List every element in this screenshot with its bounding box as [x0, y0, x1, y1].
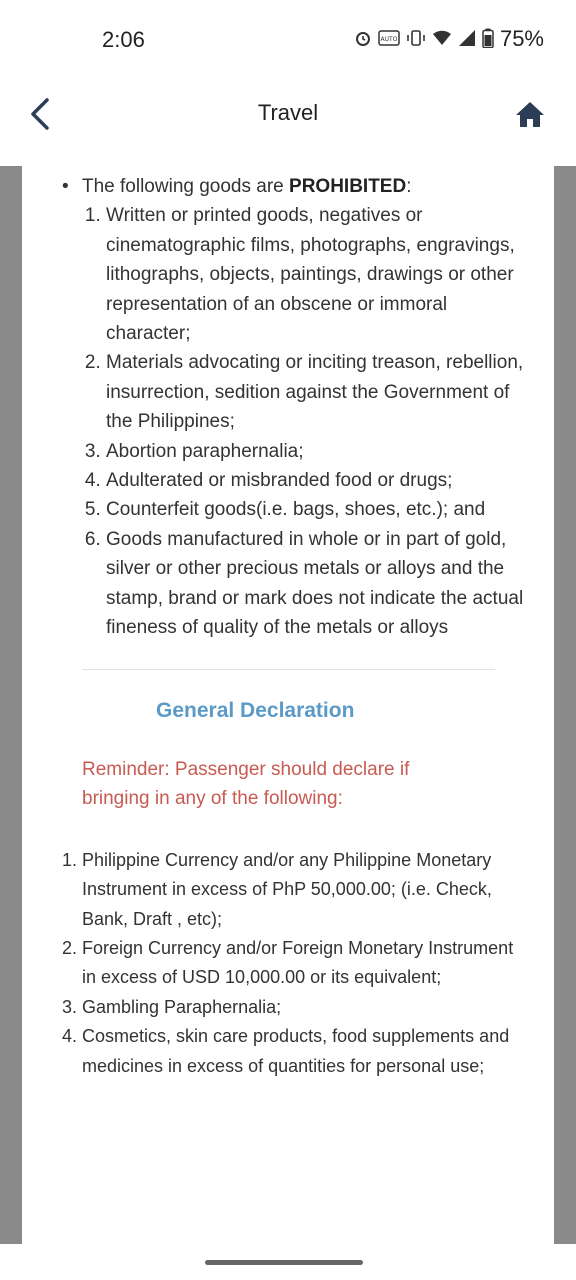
list-item: 4. Cosmetics, skin care products, food supplements and medicines in excess of quantities for personal use; [82, 1022, 522, 1081]
home-icon [515, 100, 545, 128]
battery-icon [482, 28, 494, 51]
list-item: 1. Philippine Currency and/or any Philippine Monetary Instrument in excess of PhP 50,000.00; (i.e. Check, Bank, Draft , etc); [82, 846, 522, 934]
list-item: 1. Written or printed goods, negatives or cinematographic films, photographs, engravings, lithographs, objects, paintings, drawings or other representation of an obscene or immoral character; [106, 201, 532, 348]
list-item: 2. Foreign Currency and/or Foreign Monetary Instrument in excess of USD 10,000.00 or its equivalent; [82, 934, 522, 993]
declaration-list [62, 846, 522, 1081]
app-header [0, 80, 576, 166]
alarm-icon [354, 29, 372, 50]
gesture-handle[interactable] [205, 1260, 363, 1265]
prohibited-intro [62, 172, 532, 201]
home-button[interactable] [514, 98, 546, 130]
system-nav-bar [0, 1244, 576, 1280]
section-divider [82, 669, 495, 670]
list-item: 5. Counterfeit goods(i.e. bags, shoes, etc.); and [106, 495, 532, 524]
declaration-reminder: Reminder: Passenger should declare if bringing in any of the following: [82, 758, 410, 810]
list-item: 3. Abortion paraphernalia; [106, 437, 532, 466]
vibrate-icon [406, 29, 426, 50]
right-backdrop [554, 166, 576, 1244]
status-bar [0, 0, 576, 80]
page-title: Travel [257, 100, 319, 125]
wifi-icon [432, 29, 452, 50]
signal-icon [458, 29, 476, 50]
svg-text:AUTO: AUTO [380, 35, 398, 43]
left-backdrop [0, 166, 22, 1244]
status-time: 2:06 [102, 27, 145, 52]
content-inner [62, 172, 532, 1081]
prohibited-intro-bold: PROHIBITED [289, 176, 407, 197]
status-icons [354, 26, 544, 52]
list-item: 6. Goods manufactured in whole or in part of gold, silver or other precious metals or alloys and the stamp, brand or mark does not indicate the actual fineness of quality of the metals or alloys [106, 525, 532, 643]
battery-percent: 75% [499, 26, 544, 51]
prohibited-intro-prefix: The following goods are [82, 176, 290, 197]
list-item: 3. Gambling Paraphernalia; [82, 993, 522, 1022]
list-item: 2. Materials advocating or inciting treason, rebellion, insurrection, sedition against the Government of the Philippines; [106, 348, 532, 436]
prohibited-list [62, 201, 532, 642]
list-item: 4. Adulterated or misbranded food or drugs; [106, 466, 532, 495]
prohibited-intro-suffix: : [406, 176, 412, 197]
content-card[interactable] [22, 166, 554, 1244]
general-declaration-title: General Declaration [156, 698, 355, 722]
auto-brightness-icon [378, 29, 400, 50]
